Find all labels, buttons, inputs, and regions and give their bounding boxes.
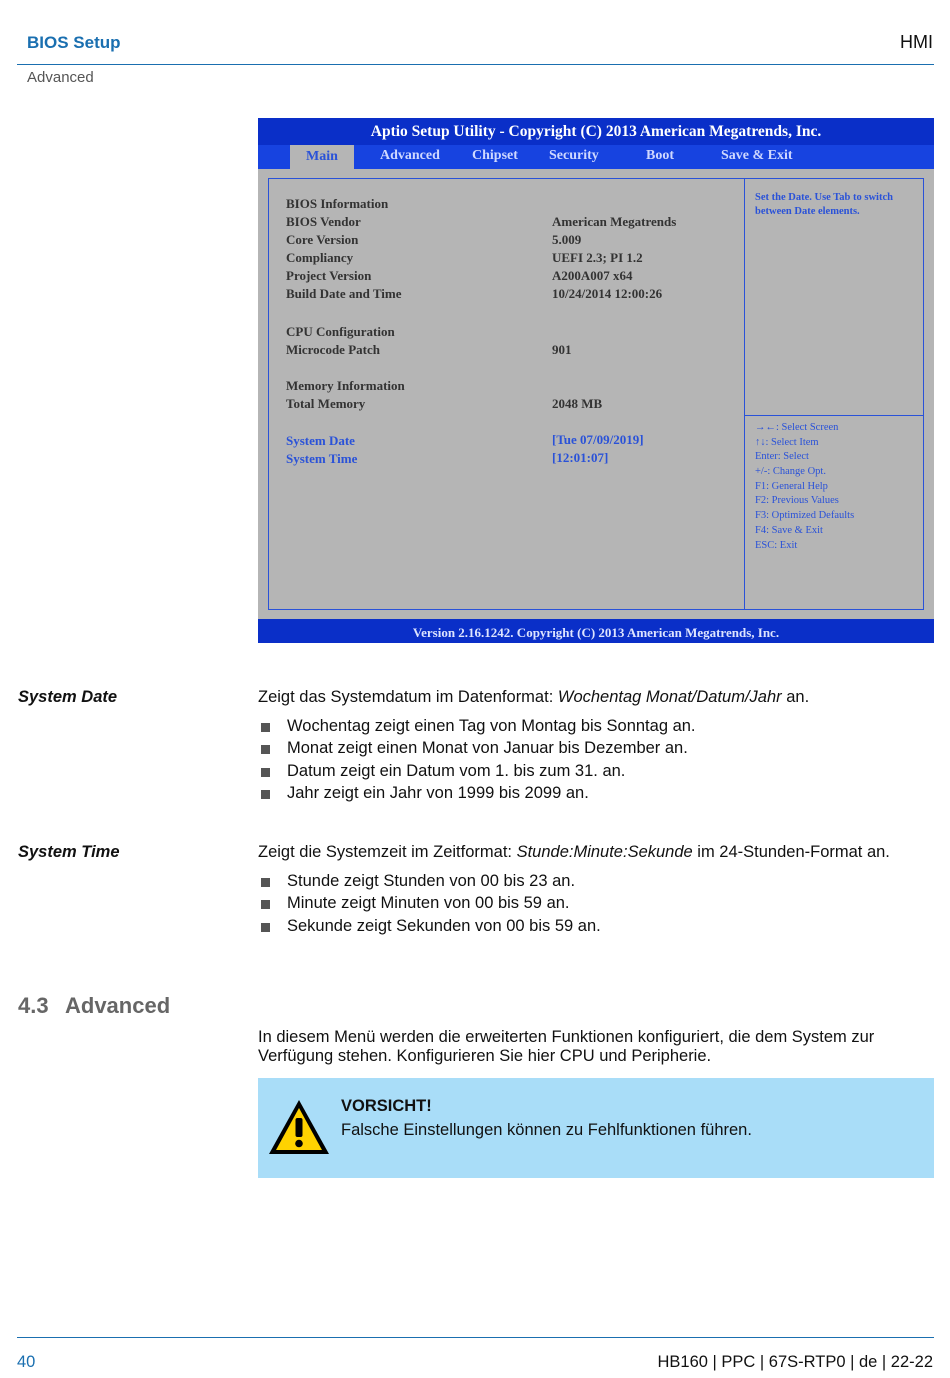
header-rule [17, 64, 934, 65]
bios-label-bios-information: BIOS Information [286, 196, 389, 211]
system-date-bullet-list [258, 717, 696, 806]
bios-value-total-memory: 2048 MB [552, 396, 603, 411]
bios-key-esc: ESC: Exit [755, 539, 798, 551]
bios-label-microcode-patch: Microcode Patch [286, 342, 380, 357]
bios-key-select-screen: →←: Select Screen [755, 422, 839, 433]
system-time-bullet-list [258, 872, 601, 939]
bios-main-panel [258, 169, 934, 619]
section-heading [18, 993, 170, 1019]
bios-key-f1: F1: General Help [755, 480, 828, 492]
bios-value-build-date-time: 10/24/2014 12:00:26 [552, 286, 663, 301]
bios-tab-main[interactable]: Main [290, 145, 354, 169]
bios-help-divider [744, 415, 923, 416]
footer-rule [17, 1337, 934, 1338]
bios-tab-bar [258, 145, 934, 169]
document-id: HB160 | PPC | 67S-RTP0 | de | 22-22 [657, 1353, 933, 1371]
system-date-format: Wochentag Monat/Datum/Jahr [557, 688, 782, 706]
bios-label-memory-information: Memory Information [286, 378, 405, 393]
bios-value-system-time[interactable]: [12:01:07] [552, 450, 609, 465]
bios-label-bios-vendor: BIOS Vendor [286, 214, 361, 229]
bios-key-select-item: ↑↓: Select Item [755, 436, 819, 448]
bios-tab-security[interactable]: Security [549, 148, 599, 163]
bios-screenshot [258, 118, 934, 643]
list-item: Stunde zeigt Stunden von 00 bis 23 an. [258, 872, 601, 894]
bios-key-change-opt: +/-: Change Opt. [755, 466, 826, 478]
bios-key-f2: F2: Previous Values [755, 495, 839, 507]
bios-tab-advanced[interactable]: Advanced [380, 148, 440, 163]
term-system-time: System Time [18, 843, 120, 861]
system-time-desc-text: Zeigt die Systemzeit im Zeitformat: [258, 843, 517, 861]
running-header-product: HMI [900, 32, 933, 52]
bios-value-system-date[interactable]: [Tue 07/09/2019] [552, 432, 644, 447]
bios-label-core-version: Core Version [286, 232, 359, 247]
section-paragraph: In diesem Menü werden die erweiterten Funktionen konfiguriert, die dem System zur Verfügung stehen. Konfigurieren Sie hier CPU und Peripherie. [258, 1028, 875, 1065]
list-item: Datum zeigt ein Datum vom 1. bis zum 31. an. [258, 762, 696, 784]
bios-label-project-version: Project Version [286, 268, 372, 283]
running-header-title: BIOS Setup [27, 33, 121, 52]
bios-key-legend [755, 422, 925, 554]
system-time-format: Stunde:Minute:Sekunde [516, 843, 693, 861]
bios-key-f3: F3: Optimized Defaults [755, 510, 855, 522]
bios-item-system-date[interactable]: System Date [286, 433, 355, 448]
bios-value-project-version: A200A007 x64 [552, 268, 633, 283]
warning-title: VORSICHT! [341, 1097, 432, 1115]
page-number: 40 [17, 1353, 36, 1371]
list-item: Jahr zeigt ein Jahr von 1999 bis 2099 an. [258, 784, 696, 806]
warning-triangle-icon [267, 1098, 331, 1156]
bios-value-core-version: 5.009 [552, 232, 582, 247]
list-item: Monat zeigt einen Monat von Januar bis Dezember an. [258, 739, 696, 761]
bios-label-compliancy: Compliancy [286, 250, 354, 265]
bios-value-compliancy: UEFI 2.3; PI 1.2 [552, 250, 643, 265]
list-item: Sekunde zeigt Sekunden von 00 bis 59 an. [258, 917, 601, 939]
bios-panel-divider [744, 179, 745, 609]
bios-value-bios-vendor: American Megatrends [552, 214, 677, 229]
bios-key-enter: Enter: Select [755, 451, 809, 463]
list-item: Minute zeigt Minuten von 00 bis 59 an. [258, 894, 601, 916]
system-time-desc-end: im 24-Stunden-Format an. [692, 843, 890, 861]
system-date-desc-text: Zeigt das Systemdatum im Datenformat: [258, 688, 558, 706]
running-header-subtitle: Advanced [27, 69, 94, 86]
system-date-description [258, 688, 809, 707]
list-item: Wochentag zeigt einen Tag von Montag bis Sonntag an. [258, 717, 696, 739]
bios-label-total-memory: Total Memory [286, 396, 366, 411]
system-time-description [258, 843, 890, 862]
bios-help-text: Set the Date. Use Tab to switch between Date elements. [755, 192, 893, 217]
warning-box [258, 1078, 934, 1178]
bios-label-cpu-configuration: CPU Configuration [286, 324, 395, 339]
bios-title-bar: Aptio Setup Utility - Copyright (C) 2013 American Megatrends, Inc. [370, 123, 822, 140]
bios-key-f4: F4: Save & Exit [755, 524, 823, 536]
bios-tab-save-exit[interactable]: Save & Exit [721, 148, 793, 163]
bios-tab-chipset[interactable]: Chipset [472, 148, 518, 163]
bios-value-microcode-patch: 901 [552, 342, 572, 357]
warning-text: Falsche Einstellungen können zu Fehlfunktionen führen. [341, 1121, 752, 1139]
section-title: Advanced [65, 993, 171, 1018]
term-system-date: System Date [18, 688, 118, 706]
bios-label-build-date-time: Build Date and Time [286, 286, 402, 301]
system-date-desc-end: an. [781, 688, 810, 706]
bios-tab-boot[interactable]: Boot [646, 148, 674, 163]
bios-version-footer: Version 2.16.1242. Copyright (C) 2013 American Megatrends, Inc. [412, 625, 780, 640]
bios-item-system-time[interactable]: System Time [286, 451, 358, 466]
section-number: 4.3 [18, 993, 49, 1018]
